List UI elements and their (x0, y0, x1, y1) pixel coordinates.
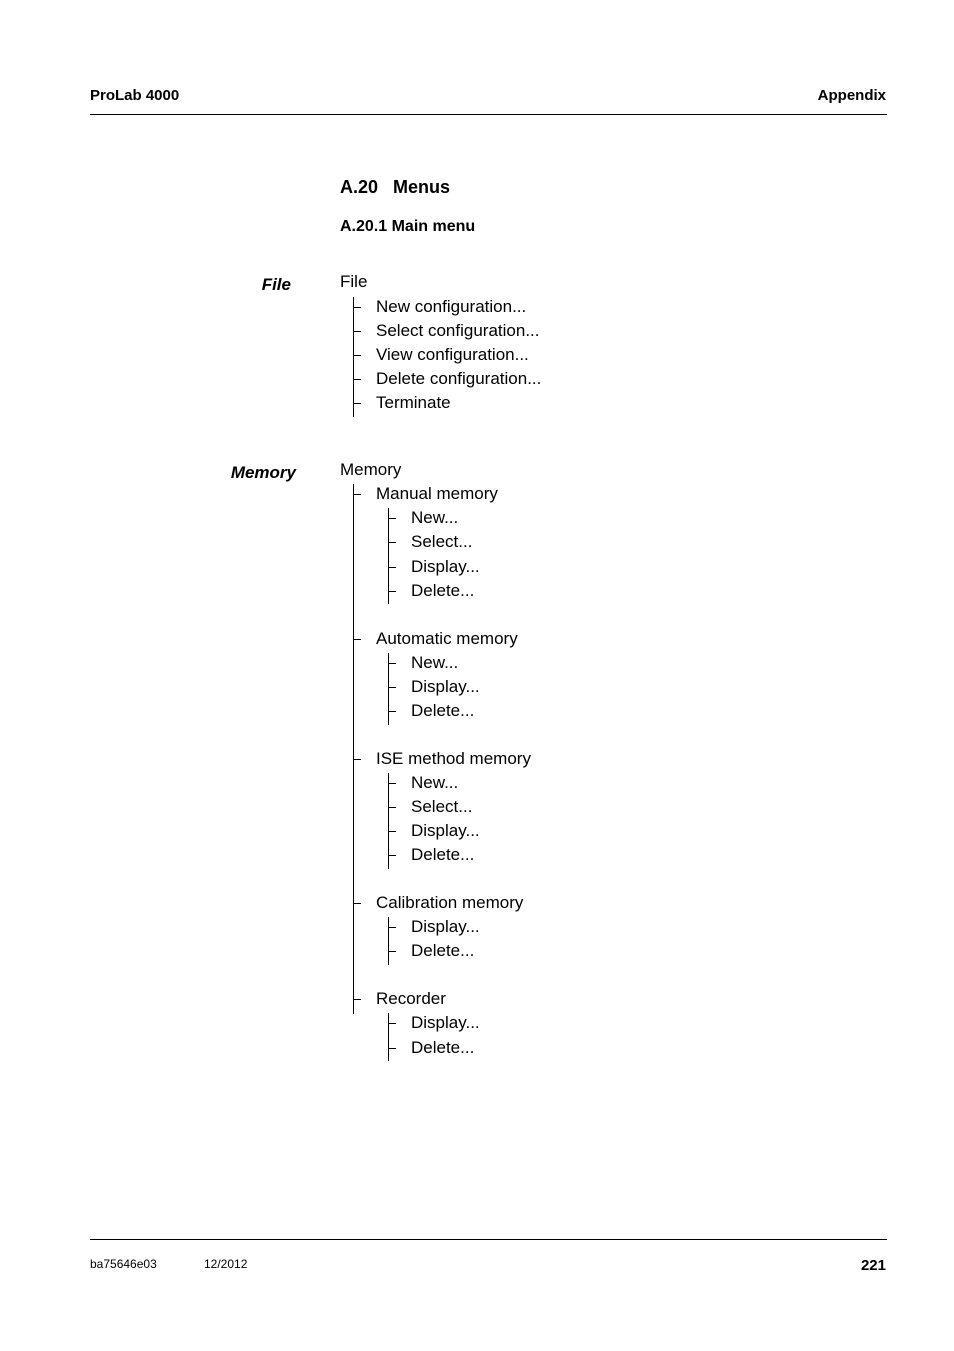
file-tree-line (353, 297, 354, 417)
menu-item-automatic-new: New... (411, 653, 459, 672)
footer-doc-id: ba75646e03 (90, 1257, 157, 1271)
menu-group-automatic-memory: Automatic memory (376, 629, 518, 648)
menu-item-automatic-delete: Delete... (411, 701, 475, 720)
manual-memory-tree-line (388, 508, 389, 604)
menu-item-ise-select: Select... (411, 797, 473, 816)
memory-side-label: Memory (230, 463, 296, 482)
menu-item-terminate: Terminate (376, 393, 451, 412)
menu-item-recorder-display: Display... (411, 1013, 480, 1032)
header-section: Appendix (817, 87, 886, 104)
menu-item-calibration-delete: Delete... (411, 941, 475, 960)
menu-group-ise-method-memory: ISE method memory (376, 749, 531, 768)
footer-date: 12/2012 (204, 1257, 248, 1271)
menu-item-new-configuration: New configuration... (376, 297, 527, 316)
menu-item-manual-new: New... (411, 508, 459, 527)
menu-item-delete-configuration: Delete configuration... (376, 369, 542, 388)
menu-item-select-configuration: Select configuration... (376, 321, 540, 340)
header-rule (90, 114, 887, 115)
memory-tree-line (353, 484, 354, 1014)
menu-item-view-configuration: View configuration... (376, 345, 529, 364)
menu-group-manual-memory: Manual memory (376, 484, 498, 503)
menu-group-calibration-memory: Calibration memory (376, 893, 524, 912)
menu-item-ise-delete: Delete... (411, 845, 475, 864)
page-number: 221 (860, 1257, 886, 1274)
menu-item-manual-select: Select... (411, 532, 473, 551)
file-side-label: File (261, 275, 291, 294)
menu-group-recorder: Recorder (376, 989, 446, 1008)
subsection-title: A.20.1 Main menu (340, 218, 476, 235)
menu-item-automatic-display: Display... (411, 677, 480, 696)
menu-item-ise-new: New... (411, 773, 459, 792)
header-product: ProLab 4000 (90, 87, 180, 104)
memory-menu-root: Memory (340, 460, 402, 479)
footer-rule (90, 1239, 887, 1240)
menu-item-calibration-display: Display... (411, 917, 480, 936)
menu-item-ise-display: Display... (411, 821, 480, 840)
menu-item-manual-delete: Delete... (411, 581, 475, 600)
recorder-tree-line (388, 1013, 389, 1061)
menu-item-recorder-delete: Delete... (411, 1038, 475, 1057)
section-title: A.20 Menus (340, 177, 451, 197)
calibration-memory-tree-line (388, 917, 389, 965)
file-menu-root: File (340, 272, 368, 291)
menu-item-manual-display: Display... (411, 557, 480, 576)
